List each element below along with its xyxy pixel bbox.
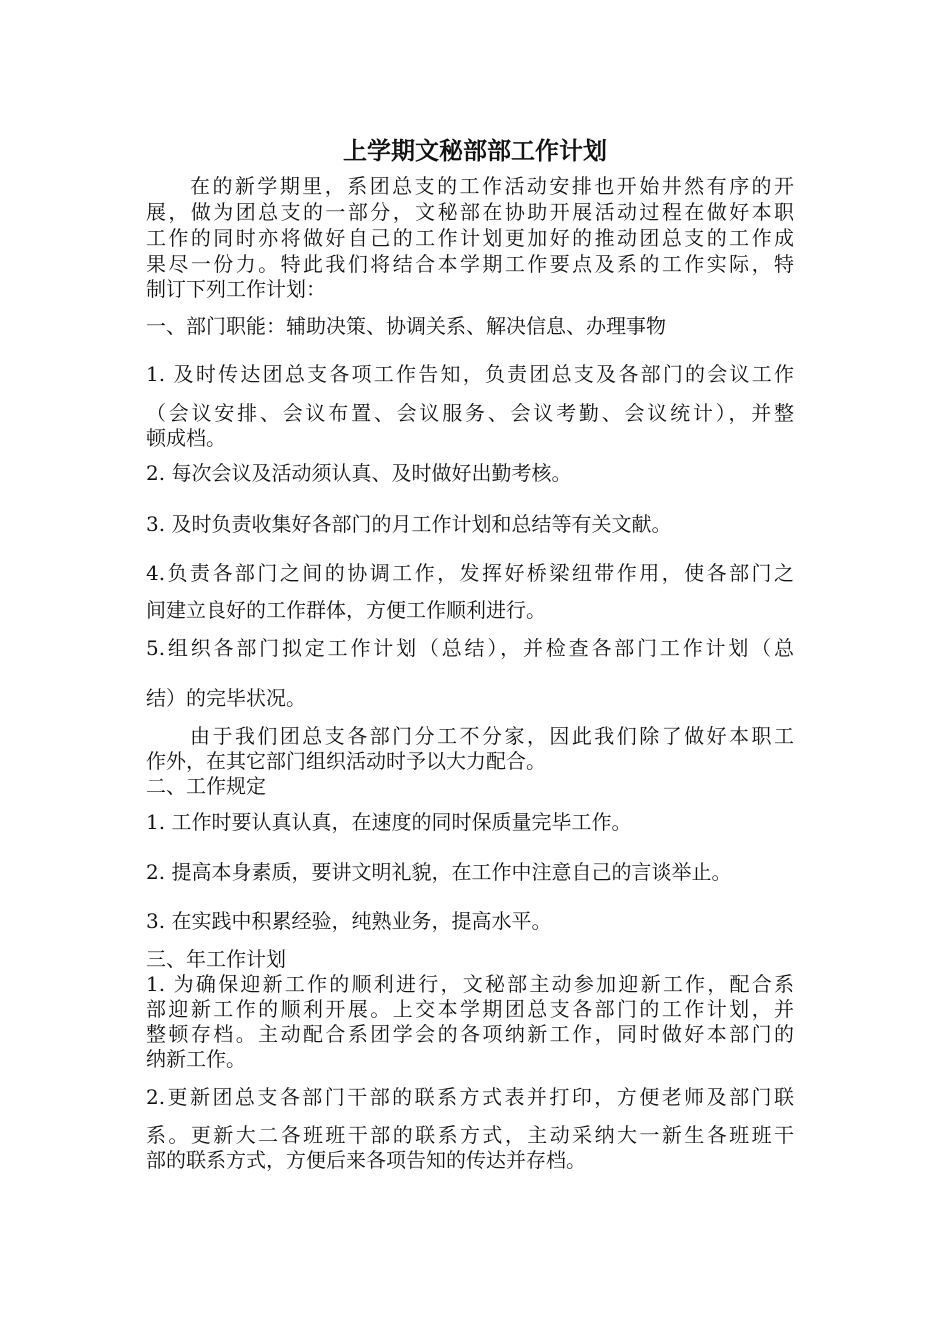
- list-item-line: 纳新工作。: [146, 1047, 246, 1071]
- list-item-line: 部的联系方式，方便后来各项告知的传达并存档。: [146, 1148, 586, 1172]
- list-item-line: 5.组织各部门拟定工作计划（总结），并检查各部门工作计划（总: [146, 636, 794, 660]
- section-heading: 一、部门职能：辅助决策、协调关系、解决信息、办理事物: [146, 314, 666, 338]
- note-line: 由于我们团总支各部门分工不分家，因此我们除了做好本职工: [190, 724, 794, 748]
- intro-line: 制订下列工作计划：: [146, 277, 326, 301]
- list-item-line: 1. 及时传达团总支各项工作告知，负责团总支及各部门的会议工作: [146, 362, 794, 386]
- list-item-line: 部迎新工作的顺利开展。上交本学期团总支各部门的工作计划，并: [146, 997, 794, 1021]
- intro-line: 展，做为团总支的一部分，文秘部在协助开展活动过程在做好本职: [146, 200, 794, 224]
- intro-line: 工作的同时亦将做好自己的工作计划更加好的推动团总支的工作成: [146, 226, 794, 250]
- note-line: 作外，在其它部门组织活动时予以大力配合。: [146, 749, 546, 773]
- list-item-line: 间建立良好的工作群体，方便工作顺利进行。: [146, 598, 546, 622]
- list-item-line: 3. 及时负责收集好各部门的月工作计划和总结等有关文献。: [146, 512, 672, 536]
- list-item-line: 2.更新团总支各部门干部的联系方式表并打印，方便老师及部门联: [146, 1085, 794, 1109]
- section-heading: 三、年工作计划: [146, 947, 286, 971]
- list-item-line: 3. 在实践中积累经验，纯熟业务，提高水平。: [146, 909, 552, 933]
- document-title: 上学期文秘部部工作计划: [343, 137, 607, 165]
- intro-line: 果尽一份力。特此我们将结合本学期工作要点及系的工作实际，特: [146, 252, 794, 276]
- list-item-line: （会议安排、会议布置、会议服务、会议考勤、会议统计），并整: [146, 401, 794, 425]
- list-item-line: 顿成档。: [146, 426, 226, 450]
- list-item-line: 结）的完毕状况。: [146, 686, 306, 710]
- list-item-line: 2. 提高本身素质，要讲文明礼貌，在工作中注意自己的言谈举止。: [146, 860, 732, 884]
- list-item-line: 1. 工作时要认真认真，在速度的同时保质量完毕工作。: [146, 810, 632, 834]
- list-item-line: 1. 为确保迎新工作的顺利进行，文秘部主动参加迎新工作，配合系: [146, 972, 794, 996]
- list-item-line: 系。更新大二各班班干部的联系方式，主动采纳大一新生各班班干: [146, 1123, 794, 1147]
- section-heading: 二、工作规定: [146, 774, 266, 798]
- list-item-line: 4.负责各部门之间的协调工作，发挥好桥梁纽带作用，使各部门之: [146, 561, 794, 585]
- intro-line: 在的新学期里，系团总支的工作活动安排也开始井然有序的开: [190, 174, 794, 198]
- list-item-line: 2. 每次会议及活动须认真、及时做好出勤考核。: [146, 461, 572, 485]
- list-item-line: 整顿存档。主动配合系团学会的各项纳新工作，同时做好本部门的: [146, 1022, 794, 1046]
